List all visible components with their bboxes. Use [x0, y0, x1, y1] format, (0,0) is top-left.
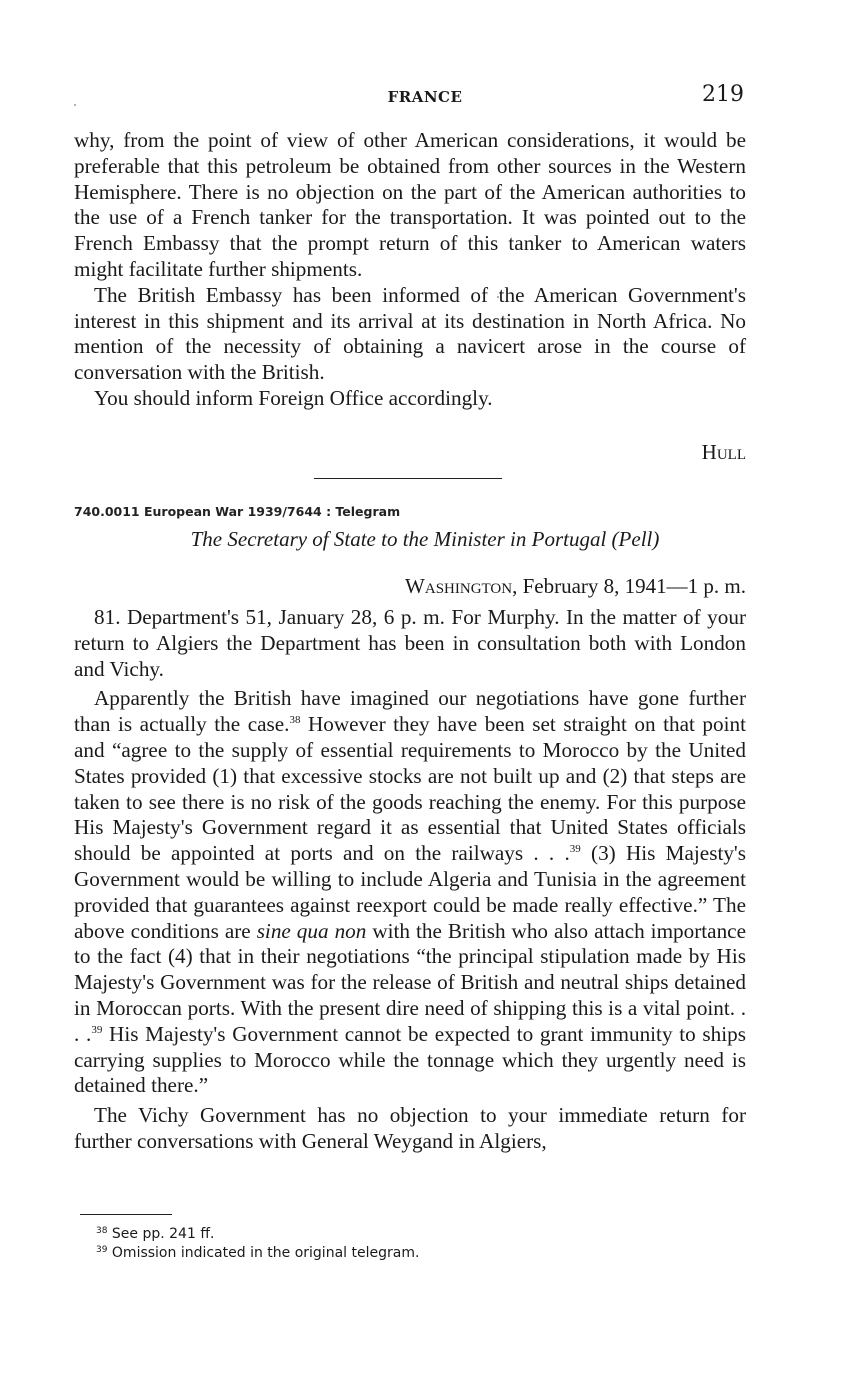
dateline: [405, 574, 746, 599]
file-reference: 740.0011 European War 1939/7644 : Telegram: [74, 504, 401, 519]
document-title-name: (Pell): [611, 527, 660, 551]
footnote-marker: 38: [96, 1226, 108, 1236]
footnote-divider: [80, 1214, 172, 1215]
dateline-place: Washington,: [405, 574, 518, 598]
dateline-date: February 8, 1941—1 p. m.: [517, 574, 746, 598]
text-run: Apparently the British have imagined our negotiations have gone further than is actually the case.: [74, 686, 746, 737]
section1-body: [74, 128, 746, 412]
document-title: [0, 527, 850, 552]
paragraph: You should inform Foreign Office accordingly.: [94, 385, 493, 410]
section-divider: [314, 478, 502, 479]
paragraph: [74, 686, 746, 1099]
signature: Hull: [701, 440, 746, 464]
footnote-ref: 38: [289, 714, 301, 727]
document-title-main: The Secretary of State to the Minister in Portugal: [190, 527, 607, 551]
footnote-ref: 39: [91, 1023, 103, 1036]
footnote-text: See pp. 241 ff.: [111, 1226, 215, 1242]
footnote-text: Omission indicated in the original telegram.: [111, 1245, 420, 1261]
footnotes: [96, 1225, 419, 1263]
running-header-title: FRANCE: [387, 88, 463, 106]
section2-body: [74, 605, 746, 1155]
page-number: 219: [702, 82, 744, 107]
italic-phrase: sine qua non: [256, 918, 367, 943]
text-run: However they have been set straight on that point and “agree to the supply of essential requirements to Morocco by the United States provided (1) that excessive stocks are not built up and (2) that steps are taken to see there is no risk of the goods reaching the enemy. For this purpose His Majesty's Government regard it as essential that United States officials should be appointed at ports and on the railways . . .: [74, 712, 746, 866]
paragraph: The British Embassy has been informed of the American Government's interest in this shipment and its arrival at its destination in North Africa. No mention of the necessity of obtaining a navicert arose in the course of conversation with the British.: [74, 282, 746, 385]
text-run: (3) His Majesty's Government would be willing to include Algeria and Tunisia in the agreement provided that guarantees against reexport could be made really effective.” The above conditions are: [74, 841, 746, 943]
footnote-marker: 39: [96, 1245, 108, 1255]
text-run: with the British who also attach importance to the fact (4) that in their negotiations “the principal stipulation made by His Majesty's Government was for the release of British and neutral ships detained in Moroccan ports. With the present dire need of shipping this is a vital point. . . .: [74, 918, 746, 1046]
paragraph: 81. Department's 51, January 28, 6 p. m. For Murphy. In the matter of your return to Algiers the Department has been in consultation both with London and Vichy.: [74, 605, 746, 681]
footnote: [96, 1244, 419, 1263]
paragraph: why, from the point of view of other American considerations, it would be preferable that this petroleum be obtained from other sources in the Western Hemisphere. There is no objection on the part of the American authorities to the use of a French tanker for the transportation. It was pointed out to the French Embassy that the prompt return of this tanker to American waters might facilitate further shipments.: [74, 128, 746, 281]
footnote: [96, 1225, 419, 1244]
paragraph: The Vichy Government has no objection to your immediate return for further conversations with General Weygand in Algiers,: [74, 1103, 746, 1153]
footnote-ref: 39: [569, 843, 581, 856]
text-run: His Majesty's Government cannot be expected to grant immunity to ships carrying supplies to Morocco while the tonnage which they urgently need is detained there.”: [74, 1021, 746, 1098]
